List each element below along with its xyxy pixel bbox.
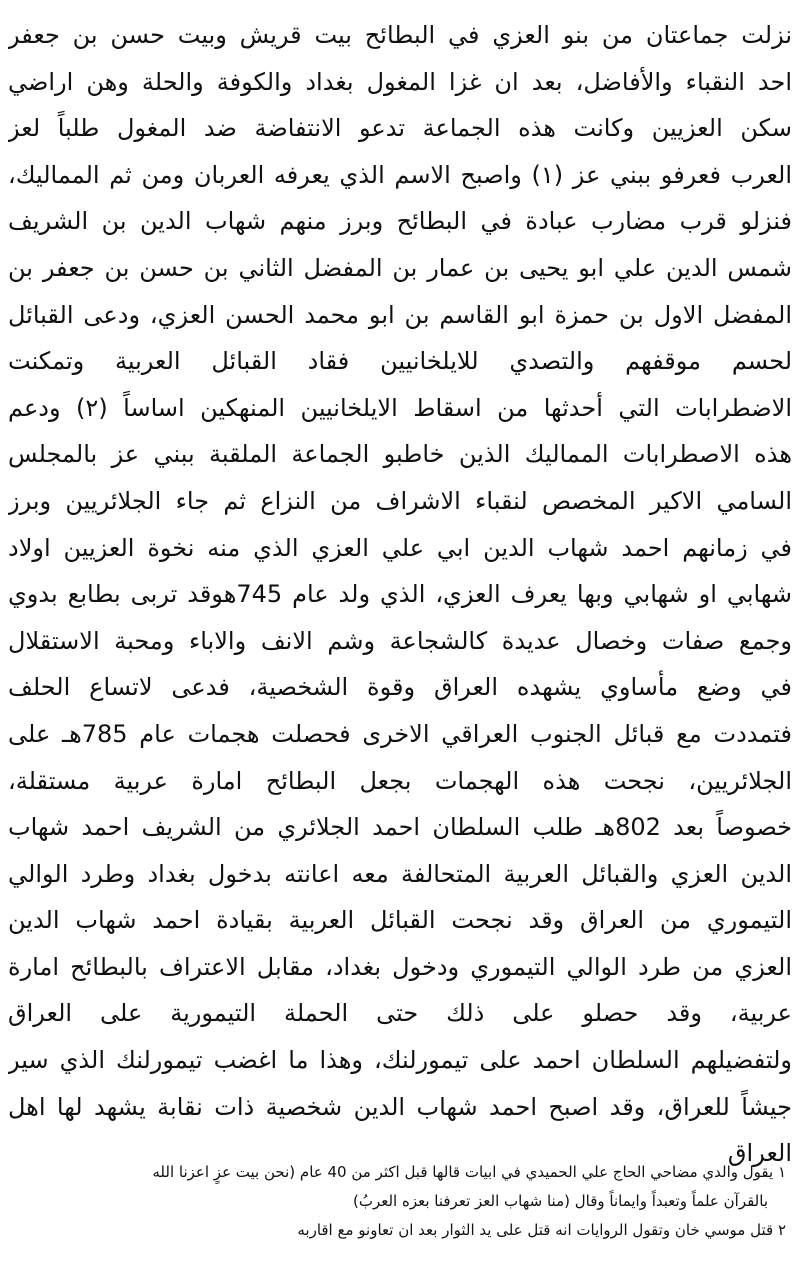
paragraph-line: العراق: [727, 1139, 792, 1168]
paragraph-line: لحسم موقفهم والتصدي للايلخانيين فقاد القبائل العربية وتمكنت: [8, 347, 792, 376]
paragraph-line: في زمانهم احمد شهاب الدين ابي علي العزي الذي منه نخوة العزيين اولاد: [8, 533, 792, 562]
footnote-1-line: ١ يقول والدي مضاحي الحاج علي الحميدي في ابيات قالها قبل اكثر من 40 عام (نحن بيت عزٍ اعزنا الله: [152, 1163, 786, 1181]
paragraph-line: الدين العزي والقبائل العربية المتحالفة معه اعانته بدخول بغداد وطرد الوالي: [8, 859, 792, 888]
paragraph-line: الاضطرابات التي أحدثها من اسقاط الايلخانيين المنهكين اساساً (٢) ودعم: [8, 393, 792, 422]
paragraph-line: احد النقباء والأفاضل، بعد ان غزا المغول بغداد والكوفة والحلة وهن اراضي: [8, 67, 792, 96]
paragraph-line: العرب فعرفو ببني عز (١) واصبح الاسم الذي يعرفه العربان ومن ثم المماليك،: [8, 160, 792, 189]
paragraph-line: شمس الدين علي ابو يحيى بن عمار بن المفضل الثاني بن حسن بن جعفر بن: [8, 253, 792, 282]
paragraph-line: المفضل الاول بن حمزة ابو القاسم بن ابو محمد الحسن العزي، ودعى القبائل: [8, 300, 792, 329]
footnote-2-line: ٢ قتل موسي خان وتقول الروايات انه قتل على يد الثوار بعد ان تعاونو مع اقاربه: [297, 1221, 786, 1239]
paragraph-line: في وضع مأساوي يشهده العراق وقوة الشخصية، فدعى لاتساع الحلف: [8, 673, 792, 702]
paragraph-line: نزلت جماعتان من بنو العزي في البطائح بيت قريش وبيت حسن بن جعفر: [8, 21, 792, 49]
footnote-1-continuation: بالقرآن علماً وتعبداً وايماناً وقال (منا شهاب العز تعرفنا بعزه العربُ): [352, 1192, 768, 1210]
paragraph-line: العزي من طرد الوالي التيموري ودخول بغداد، مقابل الاعتراف بالبطائح امارة: [8, 952, 792, 981]
paragraph-line: التيموري من العراق وقد نجحت القبائل العربية بقيادة احمد شهاب الدين: [8, 906, 792, 935]
paragraph-line: الجلائريين، نجحت هذه الهجمات بجعل البطائح امارة عربية مستقلة،: [8, 766, 792, 795]
paragraph-line: خصوصاً بعد 802هـ طلب السلطان احمد الجلائري من الشريف احمد شهاب: [8, 813, 792, 842]
paragraph-line: جيشاً للعراق، وقد اصبح احمد شهاب الدين شخصية ذات نقابة يشهد لها اهل: [8, 1092, 792, 1121]
paragraph-line: عربية، وقد حصلو على ذلك حتى الحملة التيمورية على العراق: [8, 999, 792, 1028]
paragraph-line: ولتفضيلهم السلطان احمد على تيمورلنك، وهذا ما اغضب تيمورلنك الذي سير: [8, 1046, 792, 1075]
paragraph-line: هذه الاصطرابات المماليك الذين خاطبو الجماعة الملقبة ببني عز بالمجلس: [8, 440, 792, 469]
footnotes: [14, 1158, 786, 1245]
paragraph-line: سكن العزيين وكانت هذه الجماعة تدعو الانتفاضة ضد المغول طلباً لعز: [8, 114, 792, 143]
paragraph-line: السامي الاكير المخصص لنقباء الاشراف من النزاع ثم جاء الجلائريين وبرز: [8, 486, 792, 515]
paragraph-line: شهابي او شهابي وبها يعرف العزي، الذي ولد عام 745هوقد تربى بطابع بدوي: [8, 580, 792, 609]
main-paragraph: [8, 12, 792, 1177]
paragraph-line: فنزلو قرب مضارب عبادة في البطائح وبرز منهم شهاب الدين بن الشريف: [8, 207, 792, 236]
paragraph-line: وجمع صفات وخصال عديدة كالشجاعة وشم الانف والاباء ومحبة الاستقلال: [8, 626, 792, 655]
paragraph-line: فتمددت مع قبائل الجنوب العراقي الاخرى فحصلت هجمات عام 785هـ على: [8, 719, 792, 748]
